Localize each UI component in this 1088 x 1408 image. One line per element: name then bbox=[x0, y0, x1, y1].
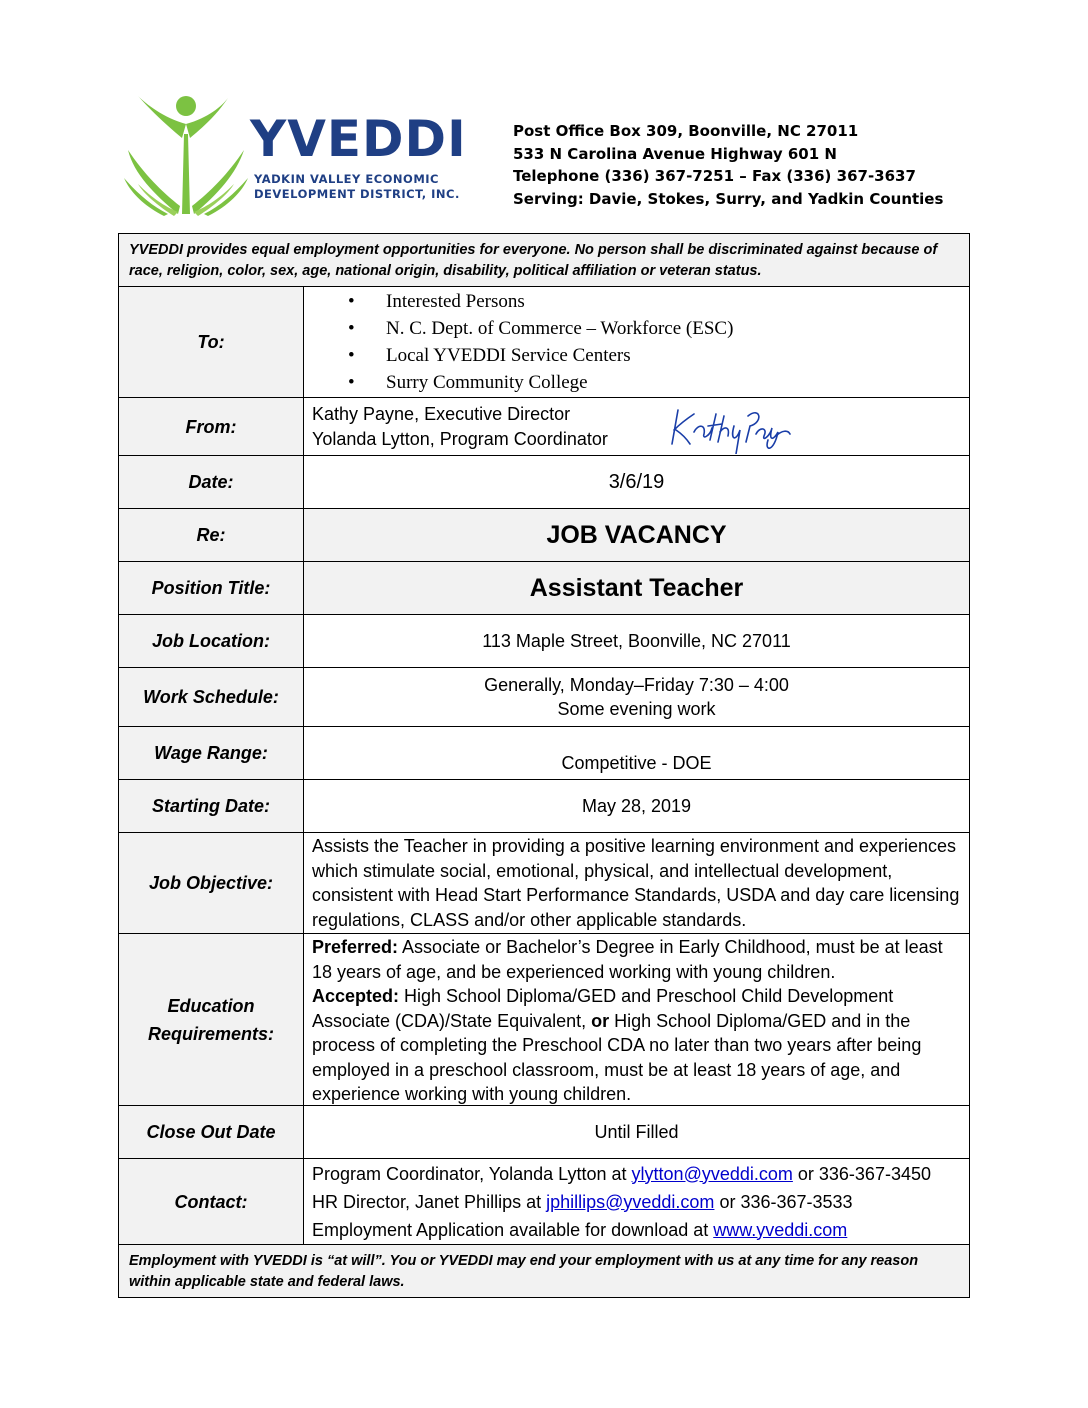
preferred-paragraph bbox=[312, 935, 961, 984]
start-value: May 28, 2019 bbox=[581, 795, 692, 816]
date-value: 3/6/19 bbox=[608, 470, 665, 493]
contact-line-3 bbox=[312, 1216, 961, 1244]
preferred-text: Associate or Bachelor’s Degree in Early Childhood, must be at least 18 years of age, and be experienced working with young children. bbox=[312, 937, 943, 982]
row-close bbox=[119, 1106, 969, 1159]
contact-label: Contact: bbox=[119, 1159, 304, 1244]
job-posting-table bbox=[118, 233, 970, 1298]
signature-image bbox=[664, 396, 794, 454]
from-line-1: Kathy Payne, Executive Director bbox=[312, 404, 571, 424]
contact-line-2 bbox=[312, 1188, 961, 1216]
list-item: • Interested Persons bbox=[348, 288, 961, 315]
wage-text: Competitive - DOE bbox=[561, 752, 712, 773]
to-value bbox=[304, 287, 969, 397]
logo-subtitle-line1: YADKIN VALLEY ECONOMIC bbox=[254, 172, 439, 186]
from-value bbox=[304, 398, 969, 455]
date-label: Date: bbox=[119, 456, 304, 508]
location-label: Job Location: bbox=[119, 615, 304, 667]
address-line: 533 N Carolina Avenue Highway 601 N bbox=[513, 144, 837, 163]
contact-text: HR Director, Janet Phillips at bbox=[312, 1191, 547, 1212]
start-label: Starting Date: bbox=[119, 780, 304, 832]
logo-subtitle-line2: DEVELOPMENT DISTRICT, INC. bbox=[254, 187, 460, 201]
row-education bbox=[119, 934, 969, 1106]
accepted-text-2: High School Diploma/GED and in the process of completing the Preschool CDA no later than two years after being employed in a preschool classroom, must be at least 18 years of age, and experience working with young children. bbox=[312, 1010, 922, 1104]
logo-wordmark: YVEDDI bbox=[250, 110, 467, 168]
education-label-line1: Education bbox=[167, 995, 255, 1016]
objective-value: Assists the Teacher in providing a positive learning environment and experiences which stimulate social, emotional, physical, and intellectual development, consistent with Head Start Performance Standards, USDA and day care licensing regulations, CLASS and/or other applicable standards. bbox=[312, 836, 960, 930]
objective-label: Job Objective: bbox=[119, 833, 304, 933]
contact-text: Program Coordinator, Yolanda Lytton at bbox=[312, 1163, 632, 1184]
recipient-list bbox=[312, 288, 961, 396]
contact-text: Employment Application available for download at bbox=[312, 1219, 714, 1240]
contact-phone: or 336-367-3450 bbox=[792, 1163, 931, 1184]
address-line: Post Office Box 309, Boonville, NC 27011 bbox=[513, 122, 859, 140]
from-line-2: Yolanda Lytton, Program Coordinator bbox=[312, 428, 608, 449]
education-value bbox=[304, 934, 969, 1105]
to-label: To: bbox=[119, 287, 304, 397]
equal-opportunity-notice: YVEDDI provides equal employment opportunities for everyone. No person shall be discriminated against because of race, religion, color, sex, age, national origin, disability, political affiliation or veteran status. bbox=[119, 234, 969, 287]
or-word: or bbox=[591, 1010, 610, 1031]
from-label: From: bbox=[119, 398, 304, 455]
list-item: • Surry Community College bbox=[348, 369, 961, 396]
location-value: 113 Maple Street, Boonville, NC 27011 bbox=[482, 630, 791, 651]
schedule-line-1: Generally, Monday–Friday 7:30 – 4:00 bbox=[484, 674, 789, 695]
schedule-label: Work Schedule: bbox=[119, 668, 304, 726]
position-label: Position Title: bbox=[119, 562, 304, 614]
contact-phone: or 336-367-3533 bbox=[714, 1191, 853, 1212]
contact-line-1 bbox=[312, 1160, 961, 1188]
close-label: Close Out Date bbox=[119, 1106, 304, 1158]
website-link[interactable]: www.yveddi.com bbox=[713, 1219, 848, 1240]
row-start bbox=[119, 780, 969, 833]
contact-value bbox=[304, 1159, 969, 1244]
sprout-logo-icon bbox=[124, 94, 254, 220]
accepted-label: Accepted: bbox=[312, 986, 400, 1006]
education-label-line2: Requirements: bbox=[147, 1023, 275, 1044]
row-re bbox=[119, 509, 969, 562]
row-to bbox=[119, 287, 969, 398]
preferred-label: Preferred: bbox=[312, 937, 399, 957]
address-line: Serving: Davie, Stokes, Surry, and Yadkin Counties bbox=[513, 189, 944, 208]
schedule-line-2: Some evening work bbox=[557, 699, 716, 719]
accepted-text-1: High School Diploma/GED and Preschool Child Development Associate (CDA)/State Equivalent, bbox=[312, 986, 894, 1031]
list-item: • Local YVEDDI Service Centers bbox=[348, 342, 961, 369]
row-location bbox=[119, 615, 969, 668]
accepted-paragraph bbox=[312, 984, 961, 1107]
yveddi-logo bbox=[124, 94, 467, 220]
row-position bbox=[119, 562, 969, 615]
jphillips-email-link[interactable]: jphillips@yveddi.com bbox=[546, 1191, 715, 1212]
row-schedule bbox=[119, 668, 969, 727]
wage-value bbox=[304, 727, 969, 779]
row-contact bbox=[119, 1159, 969, 1244]
at-will-notice: Employment with YVEDDI is “at will”. You or YVEDDI may end your employment with us at any time for any reason within applicable state and federal laws. bbox=[119, 1244, 969, 1297]
wage-label: Wage Range: bbox=[119, 727, 304, 779]
re-value: JOB VACANCY bbox=[304, 509, 969, 561]
row-date bbox=[119, 456, 969, 509]
row-from bbox=[119, 398, 969, 456]
position-value: Assistant Teacher bbox=[304, 562, 969, 614]
education-label bbox=[119, 934, 304, 1105]
row-wage bbox=[119, 727, 969, 780]
row-objective bbox=[119, 833, 969, 934]
list-item: • N. C. Dept. of Commerce – Workforce (ESC) bbox=[348, 315, 961, 342]
close-value: Until Filled bbox=[594, 1121, 679, 1142]
address-line: Telephone (336) 367-7251 – Fax (336) 367-3637 bbox=[513, 167, 916, 185]
address-block bbox=[513, 120, 943, 210]
ylytton-email-link[interactable]: ylytton@yveddi.com bbox=[631, 1163, 793, 1184]
re-label: Re: bbox=[119, 509, 304, 561]
schedule-value bbox=[304, 668, 969, 726]
